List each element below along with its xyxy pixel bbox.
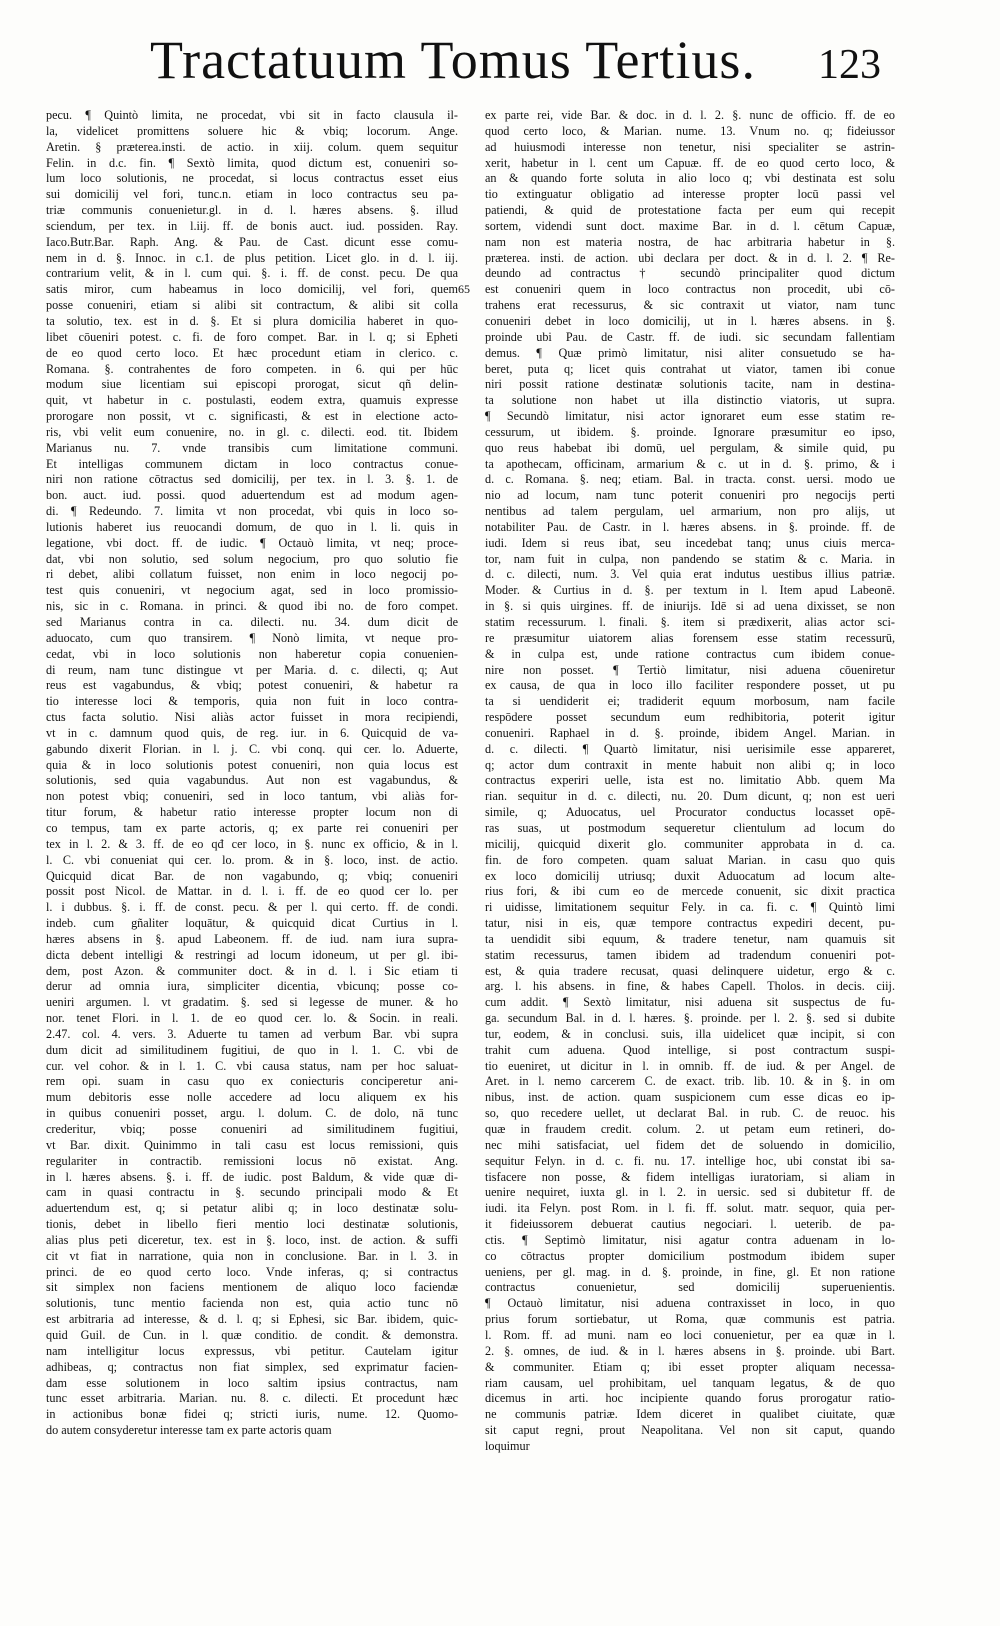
text-line: nam non est materia nostra, de hac arbitraria habetur in §. (485, 234, 895, 249)
text-line: d. c. dilecti, num. 3. Vel quia erat indutus uestibus illius patriæ. (485, 567, 895, 582)
text-line: pecu. ¶ Quintò limita, ne procedat, vbi sit in facto clausula il- (46, 108, 458, 122)
text-line: ta solutione non habet ut illa distinctio viatoris, ut supra. (485, 393, 895, 408)
text-line: dicta debent intelligi & restringi ad locum idoneum, ut per gl. ibi- (46, 947, 458, 962)
text-line: test quis conueniri, vt negocium agat, sed in loco promissio- (46, 583, 458, 598)
text-line: fin. de foro competen. quam saluat Marian. in casu quo quis (485, 852, 895, 867)
text-line: sui domicilij vel fori, tunc.n. etiam in loco contractus seu pa- (46, 187, 458, 202)
text-line: gabundo dixerit Florian. in l. j. C. vbi conq. qui cer. lo. Aduerte, (46, 741, 458, 756)
text-line: co tempus, tam ex parte actoris, q; ex parte rei conueniri per (46, 820, 458, 835)
text-line: re præsumitur uiatorem alias forensem esse statim recessurū, (485, 630, 895, 645)
text-line: quid Guil. de Cun. in l. quæ conditio. de condit. & demonstra. (46, 1327, 458, 1342)
text-line: ueniens, per gl. mag. in d. §. proinde, in fine, gl. Et non ratione (485, 1264, 895, 1279)
text-line: tio extinguatur obligatio ad interesse propter locū passi vel (485, 187, 895, 202)
text-line: triæ communis conuenietur.gl. in d. l. hæres absens. §. illud (46, 203, 458, 218)
text-line: tio eueniret, ut dicitur in l. in omnib. ff. de iud. & per Angel. de (485, 1058, 895, 1073)
text-line: quæ in fraudem credit. colum. 2. ut petam eum retineri, do- (485, 1122, 895, 1136)
text-line: prius forum sortiebatur, ut Roma, quæ communis est patria. (485, 1312, 895, 1327)
text-line: tur, eodem, & in conclusi. suis, illa uidelicet quæ incipit, si con (485, 1026, 895, 1041)
text-line: l. Rom. ff. ad muni. nam eo loci conuenietur, per ea quæ in l. (485, 1327, 895, 1342)
text-line: sortem, videndi sunt doct. maxime Bar. in d. l. cētum Capuæ, (485, 218, 895, 233)
text-line: iudi. ita Felyn. post Rom. in l. fi. ff. solut. matr. sequor, quia per- (485, 1201, 895, 1216)
text-line: tunc esset arbitraria. Marian. nu. 8. c. dilecti. Et procedunt hæc (46, 1391, 458, 1406)
text-line: statim recessurum. l. finali. §. item si prædixerit, alias actor sci- (485, 615, 895, 629)
text-line: an & quando forte soluta in alio loco q; vbi destinata est solu (485, 171, 895, 186)
text-line: ¶ Secundò limitatur, nisi actor ignoraret eum esse statim re- (485, 409, 895, 424)
text-line: Et intelligas communem dictam in loco contractus conue- (46, 456, 458, 471)
text-line: riam causam, uel prohibitam, uel tanquam legatus, & de quo (485, 1375, 895, 1390)
text-line: dum dicit ad similitudinem fugitiui, de quo in l. 1. C. vbi de (46, 1042, 458, 1057)
text-line: d. c. dilecti. ¶ Quartò limitatur, nisi uerisimile esse appareret, (485, 741, 895, 756)
right-text-column (485, 108, 895, 1608)
text-line: ta solutio, tex. est in d. §. Et si plura domicilia haberet in quo- (46, 313, 458, 328)
text-line: mum debitoris esse nolle accedere ad locu aliquem ex his (46, 1090, 458, 1105)
text-line: arg. l. his absens. in fine, & habes Capell. Tholos. in decis. ciij. (485, 979, 895, 994)
text-line: cum addit. ¶ Sextò limitatur, nisi aduena sit suspectus de fu- (485, 995, 895, 1010)
text-line: ta apothecam, officinam, armarium & c. ut in d. §. primo, & i (485, 456, 895, 471)
text-line: posse conueniri, etiam si alibi sit contractum, & alibi sit colla (46, 298, 458, 313)
text-line: nentibus ad talem pergulam, uel armarium, non pro alijs, ut (485, 504, 895, 519)
left-text-column (46, 108, 458, 1608)
text-line: proinde ubi Pau. de Castr. ff. de iudi. sic secundam fallentiam (485, 329, 895, 344)
text-line: 2. §. omnes, de iud. & in l. hæres absens in §. proinde. ubi Bart. (485, 1343, 895, 1358)
text-line: Felin. in d.c. fin. ¶ Sextò limita, quod dictum est, conueniri so- (46, 155, 458, 170)
text-line: notabiliter Pau. de Castr. in l. hæres absens. in §. proinde. ff. de (485, 519, 895, 534)
text-line: rius fori, & ibi cum eo de mercede conuenit, sic dixit practica (485, 884, 895, 899)
text-line: in actionibus bonæ fidei q; stricti iuris, nume. 12. Quomo- (46, 1407, 458, 1422)
text-line: contractus experiri uelle, ista est no. limitatio Abb. quem Ma (485, 773, 895, 788)
text-line: in quibus conueniri posset, argu. l. dolum. C. de dolo, nā tunc (46, 1106, 458, 1121)
text-line: crederitur, vbiq; posse conueniri ad similitudinem fugitiui, (46, 1122, 458, 1136)
text-line: niri non ratione cōtractus sed domicilij, per tex. in l. 3. §. 1. de (46, 472, 458, 487)
text-line: titur forum, & habetur ratio interesse propter locum non di (46, 805, 458, 820)
text-line: trahens erat recessurus, & sic contraxit ut viator, nam tunc (485, 298, 895, 313)
text-line: tatur, nisi in eis, quæ tempore contractus expediri decent, pu- (485, 916, 895, 931)
text-line: cam in quasi contractu in §. secundo principali modo & Et (46, 1185, 458, 1200)
text-line: prorogare non possit, vt c. significasti, & est in electione acto- (46, 409, 458, 424)
text-line: vt Bar. dixit. Quinimmo in tali casu est locus remissioni, quis (46, 1137, 458, 1152)
text-line: nire non posset. ¶ Tertiò limitatur, nisi aduena cōueniretur (485, 662, 895, 677)
text-line: deundo ad contractus † secundò principaliter quod dictum (485, 266, 895, 281)
text-line: simile, q; Aduocatus, uel Procurator conductus locasset opē- (485, 805, 895, 820)
text-line: 2.47. col. 4. vers. 3. Aduerte tu tamen ad verbum Bar. vbi supra (46, 1026, 458, 1041)
text-line: tio interesse loci & temporis, quia non fuit in loco contra- (46, 694, 458, 709)
text-line: Moder. & Curtius in d. §. per textum in l. Item apud Labeonē. (485, 583, 895, 598)
text-line: l. i dubbus. §. i. ff. de const. pecu. & per l. qui certo. ff. de condi. (46, 900, 458, 915)
text-line: ga. secundum Bal. in d. l. hæres. §. proinde. per l. 2. §. sed si dubite (485, 1011, 895, 1026)
text-line: ri uidisse, limitationem sequitur Fely. in ca. fi. c. ¶ Quintò limi (485, 900, 895, 915)
text-line: est, & quia tradere recusat, quasi delinquere uidetur, ergo & c. (485, 963, 895, 978)
text-line: satis miror, cum habeamus in loco domicilij, vel fori, quem (46, 282, 458, 297)
text-line: Romana. §. contrahentes de foro competen. in 6. qui per hūc (46, 361, 458, 376)
text-line: cedat, vbi in loco solutionis non haberetur copia conuenien- (46, 646, 458, 661)
text-line: Quicquid dicat Bar. de non vagabundo, q; vbiq; conueniri (46, 868, 458, 883)
text-line: patiendi, & quid de protestatione facta per eum qui recepit (485, 203, 895, 218)
text-line: niri possit ratione destinatæ solutionis tacite, nam in destina- (485, 377, 895, 392)
text-line: aduocato, cum quo transirem. ¶ Nonò limita, vt neque pro- (46, 630, 458, 645)
text-line: vt in c. damnum quod quis, de reg. iur. in 6. Quicquid de va- (46, 725, 458, 740)
text-line: ta uendidit sibi equum, & tradere tenetur, nam quamuis sit (485, 931, 895, 946)
running-head: Tractatuum Tomus Tertius. (150, 30, 756, 90)
text-line: conueniri debet in loco domicilij, ut in l. hæres absens. in §. (485, 313, 895, 328)
text-line: dicemus in arti. hoc incipiente quando forus prorogatur ratio- (485, 1391, 895, 1406)
text-line: ad huiusmodi interesse non tenetur, nisi specialiter se astrin- (485, 139, 895, 154)
text-line: Aret. in l. nemo carcerem C. de exact. trib. lib. 10. & in §. in om (485, 1074, 895, 1089)
text-line: Marianus nu. 7. vnde transibis cum limitatione communi. (46, 440, 458, 455)
text-line: quod certo loco, & Marian. nume. 13. Vnum no. q; fideiussor (485, 123, 895, 138)
text-line: ris, vbi velit eum conuenire, no. in gl. c. dilecti. eod. tit. Ibidem (46, 424, 458, 439)
text-line: & communiter. Etiam q; ibi esset propter aliquam necessa- (485, 1359, 895, 1374)
text-line: Iaco.Butr.Bar. Raph. Ang. & Pau. de Cast. dicunt esse comu- (46, 234, 458, 249)
text-line: regulariter in contractib. remissioni locus nō existat. Ang. (46, 1153, 458, 1168)
text-line: nor. tenet Flori. in l. 1. de eo quod cer. lo. & Socin. in reali. (46, 1011, 458, 1026)
text-line: dat, vbi non solutio, sed solum negocium, pro quo solutio fie (46, 551, 458, 566)
text-line: non potest vbiq; conueniri, sed in loco tantum, vbi aliàs for- (46, 789, 458, 804)
text-line: Aretin. § præterea.insti. de actio. in xiij. colum. quem sequitur (46, 139, 458, 154)
text-line: cur. vel cohor. & in l. 1. C. vbi causa status, nam per hoc saluat- (46, 1058, 458, 1073)
text-line: nibus, inst. de action. quam suspicionem cum esse dicas eo ip- (485, 1090, 895, 1105)
text-line: nem in d. §. Innoc. in c.1. de plus petition. Licet glo. in d. l. iij. (46, 250, 458, 265)
text-line: di. ¶ Redeundo. 7. limita vt non procedat, vbi quis in loco so- (46, 504, 458, 519)
text-line: libet cōueniri potest. c. fi. de foro compet. Bar. in l. q; si Epheti (46, 329, 458, 344)
text-line: reus est vagabundus, & vbiq; potest conueniri, & habetur ra (46, 678, 458, 693)
text-line: indeb. cum gñaliter loquātur, & quicquid dicat Curtius in l. (46, 916, 458, 931)
text-line: dem, post Azon. & communiter doct. & in d. l. i Sic etiam ti (46, 963, 458, 978)
text-line: tor, nam fuit in culpa, non pandendo se statim & c. Maria. in (485, 551, 895, 566)
text-line: cit vt fiat in narratione, quia non in conclusione. Bar. in l. 3. in (46, 1248, 458, 1263)
text-line: sequitur Felyn. in d. c. fi. nu. 17. intellige hoc, ubi constat ibi sa- (485, 1153, 895, 1168)
text-line: so, quo recedere uellet, ut declarat Bal. in rub. C. de reuoc. his (485, 1106, 895, 1121)
text-line: possit post Nicol. de Mattar. in d. l. i. ff. de eo quod cer lo. per (46, 884, 458, 899)
text-line: uenire nequiret, iuxta gl. in l. 2. in uersic. sed si dubitetur ff. de (485, 1185, 895, 1200)
text-line: princi. de eo quod certo loco. Vnde inferas, q; si contractus (46, 1264, 458, 1279)
text-line: demus. ¶ Quæ primò limitatur, nisi aliter consuetudo se ha- (485, 345, 895, 360)
text-line: lutionis haberet ius reuocandi domum, de quo in l. li. quis in (46, 519, 458, 534)
text-line: ex loco domicilij utriusq; duxit Aduocatum ad locum alte- (485, 868, 895, 883)
text-line: dam esse solutionem in loco saltim ipsius contractus, nam (46, 1375, 458, 1390)
text-line: præterea. insti. de action. ubi declara per doct. & in d. l. 2. ¶ Re- (485, 250, 895, 265)
text-line: la, videlicet promittens soluere hic & vbiq; locorum. Ange. (46, 123, 458, 138)
text-line: ta si uendiderit ei; tradiderit equum morbosum, nam facile (485, 694, 895, 709)
text-line: ueniri argumen. l. vt gradatim. §. sed si legesse de muner. & ho (46, 995, 458, 1010)
text-line: nec mihi satisfaciat, uel fidem det de soluendo in domicilio, (485, 1137, 895, 1152)
text-line: ne communis patriæ. Idem diceret in qualibet ciuitate, quæ (485, 1407, 895, 1422)
text-line: legatione, vbi doct. ff. de iudic. ¶ Octauò limita, vt neq; proce- (46, 535, 458, 550)
text-line: derur ad omnia iura, simpliciter dicentia, vbicunq; posse co- (46, 979, 458, 994)
text-line: ex causa, de qua in loco illo faciliter respondere posset, ut pu (485, 678, 895, 693)
text-line: iudi. Idem si reus ibat, seu incedebat tanq; unus ciuis merca- (485, 535, 895, 550)
text-line: contractus conuenietur, sed domicilij superuenientis. (485, 1280, 895, 1295)
text-line: sit simplex non faciens mentionem de aliquo loco faciendæ (46, 1280, 458, 1295)
text-line: sit caput regni, prout Neapolitana. Vel non sit caput, quando (485, 1423, 895, 1438)
text-line: aduertendum est, q; si petatur alibi q; in loco destinatæ solu- (46, 1201, 458, 1216)
text-line: quit, vt habetur in c. postulasti, eodem extra, quamuis expresse (46, 393, 458, 408)
text-line: co cōtractus propter domicilium postmodum ibidem super (485, 1248, 895, 1263)
text-line: de eo quod certo loco. Et hæc procedunt etiam in clerico. c. (46, 345, 458, 360)
text-line: statim recessurus, tamen ibidem ad tradendum conueniri pot- (485, 947, 895, 962)
text-line: ri debet, alibi collatum fuisset, non enim in loco negocij po- (46, 567, 458, 582)
text-line: ex parte rei, vide Bar. & doc. in d. l. 2. §. nunc de officio. ff. de eo (485, 108, 895, 122)
text-line: tisfacere non posse, & fidem intelligas iuratoriam, si aliam in (485, 1169, 895, 1184)
text-line: loquimur (485, 1438, 530, 1453)
text-line: q; actor dum contraxit in mente habuit non alibi q; in loco (485, 757, 895, 772)
page-number: 123 (818, 42, 881, 88)
text-line: in §. si quis uirgines. ff. de iniurijs. Idē si ad uena dixisset, se non (485, 599, 895, 614)
text-line: adhibeas, q; contractus non fiat simplex, sed exprimatur facien- (46, 1359, 458, 1374)
text-line: contrarium velit, & in l. cum qui. §. i. ff. de const. pecu. De qua (46, 266, 458, 281)
text-line: rian. sequitur in d. c. dilecti, nu. 20. Dum dicunt, q; non est ueri (485, 789, 895, 804)
text-line: it fideiussorem debuerat cautius negociari. l. ueterib. de pa- (485, 1217, 895, 1232)
text-line: bon. auct. iud. possi. quod aduertendum est ad modum agen- (46, 488, 458, 503)
text-line: nam intelligitur locus expressus, vbi petitur. Cautelam igitur (46, 1343, 458, 1358)
text-line: solutionis, sed quia vagabundus. Aut non est vagabundus, & (46, 773, 458, 788)
text-line: nis, sic in c. Romana. in princi. & quod ibi no. de foro compet. (46, 599, 458, 614)
text-line: sciendum, per tex. in l.iij. ff. de bonis auct. iud. possiden. Ray. (46, 218, 458, 233)
text-line: tex in l. 2. & 3. ff. de eo qđ cer loco, in §. nunc ex officio, & in l. (46, 836, 458, 851)
text-line: est conueniri quem in loco contractus non procedit, ubi cō- (485, 282, 895, 297)
text-line: trahit cum aduena. Quod intellige, si post contractum suspi- (485, 1042, 895, 1057)
text-line: respōdere posset secundum eum redhibitoria, poterit igitur (485, 710, 895, 725)
text-line: alias plus peti diceretur, tex. est in §. loco, inst. de action. & suffi (46, 1232, 458, 1247)
text-line: tionis, debet in libello fieri mentio loci destinatæ solutionis, (46, 1217, 458, 1232)
text-line: cessurum, ut ibidem. §. proinde. Ignorare præsumitur eo ipso, (485, 424, 895, 439)
text-line: lum loco solutionis, ne procedat, si locus contractus esset eius (46, 171, 458, 186)
text-line: solutionis, tunc mentio facienda non est, quia actio tunc nō (46, 1296, 458, 1311)
text-line: ctis. ¶ Septimò limitatur, nisi agatur contra aduenam in lo- (485, 1232, 895, 1247)
text-line: l. C. vbi conueniat qui cer. lo. prom. & in §. loco, inst. de actio. (46, 852, 458, 867)
text-line: sed Marianus contra in ca. dilecti. nu. 34. dum dicit de (46, 615, 458, 629)
text-line: di reum, nam tunc distingue vt per Maria. d. c. dilecti, q; Aut (46, 662, 458, 677)
text-line: do autem consyderetur interesse tam ex parte actoris quam (46, 1423, 332, 1438)
text-line: hæres absens in §. apud Labeonem. ff. de iud. nam iura supra- (46, 931, 458, 946)
text-line: quia & in loco solutionis potest conueniri, non quia locus est (46, 757, 458, 772)
text-line: quo reus habebat ibi domū, uel pergulam, & simile quid, pu (485, 440, 895, 455)
text-line: & in culpa est, unde ratione contractus cum ibidem conue- (485, 646, 895, 661)
margin-note-number: 65 (458, 282, 470, 296)
text-line: micilij, quicquid dixerit glo. communiter approbata in d. ca. (485, 836, 895, 851)
text-line: ras suas, ut postmodum sequeretur clientulum ad locum do (485, 820, 895, 835)
text-line: ¶ Octauò limitatur, nisi aduena contraxisset in loco, in quo (485, 1296, 895, 1311)
text-line: ctus facta solutio. Nisi aliàs actor fuisset in mora recipiendi, (46, 710, 458, 725)
text-line: rem opi. suam in casu quo ex coniecturis conciperetur ani- (46, 1074, 458, 1089)
text-line: modum siue licentiam sui episcopi prorogat, sicut qñ delin- (46, 377, 458, 392)
text-line: beret, puta q; licet quis contrahat ut viator, tamen ibi conue (485, 361, 895, 376)
text-line: in l. hæres absens. §. i. ff. de iudic. post Baldum, & vide quæ di- (46, 1169, 458, 1184)
text-line: est arbitraria ad interesse, & d. l. q; si Ephesi, sic Bar. ibidem, quic- (46, 1312, 458, 1327)
text-line: nio ad locum, nam tunc poterit conueniri pro negocijs perti (485, 488, 895, 503)
text-line: d. c. Romana. §. neq; etiam. Bal. in tracta. const. uersi. modo ue (485, 472, 895, 487)
text-line: conueniri. Raphael in d. §. proinde, ibidem Angel. Marian. in (485, 725, 895, 740)
text-line: xerit, habetur in l. cent um Capuæ. ff. de eo quod certo loco, & (485, 155, 895, 170)
